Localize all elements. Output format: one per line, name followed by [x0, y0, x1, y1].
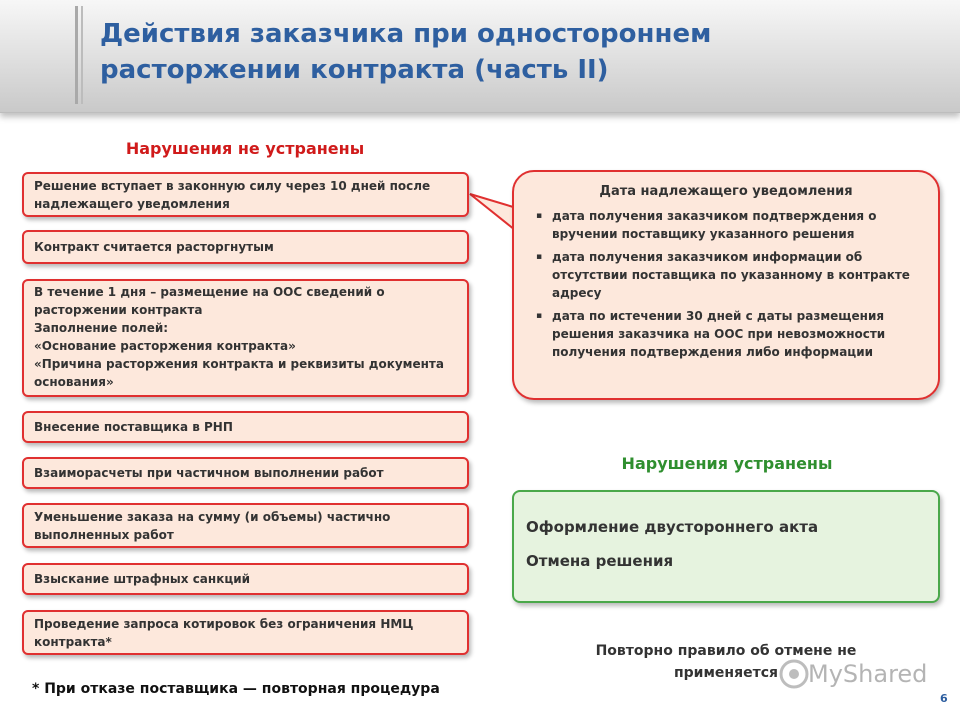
left-item-6-text: Уменьшение заказа на сумму (и объемы) частично выполненных работ — [34, 509, 391, 542]
resolved-actions-box — [512, 490, 940, 603]
repeat-rule-note: Повторно правило об отмене не применяется — [595, 643, 857, 681]
square-bullet-icon: ▪ — [536, 252, 543, 262]
left-item-3-text: В течение 1 дня – размещение на ООС сведений о расторжении контракта Заполнение полей: «Основание расторжения контракта» «Причина расторжения контракта и реквизиты документа основания» — [34, 285, 444, 389]
left-item-2 — [22, 230, 469, 264]
page-number: 6 — [940, 692, 948, 705]
callout-bullet — [536, 248, 916, 302]
callout-bullet — [536, 307, 916, 361]
left-item-4-text: Внесение поставщика в РНП — [34, 420, 233, 434]
left-item-1-text: Решение вступает в законную силу через 10 дней после надлежащего уведомления — [34, 178, 431, 211]
notification-date-callout — [512, 170, 940, 400]
left-item-2-text: Контракт считается расторгнутым — [34, 240, 274, 254]
page-title: Действия заказчика при одностороннем расторжении контракта (часть II) — [100, 19, 712, 85]
left-item-7 — [22, 563, 469, 595]
left-item-1 — [22, 172, 469, 217]
watermark-text: MyShared — [808, 660, 928, 688]
action-cancel-decision: Отмена решения — [526, 552, 674, 570]
action-bilateral-act: Оформление двустороннего акта — [526, 518, 819, 536]
left-section-heading: Нарушения не устранены — [125, 139, 365, 158]
left-item-6 — [22, 503, 469, 548]
left-item-8-text: Проведение запроса котировок без ограничения НМЦ контракта* — [34, 616, 414, 649]
callout-bullet-text: дата получения заказчиком информации об отсутствии поставщика по указанному в контракте адресу — [552, 250, 910, 300]
left-item-3 — [22, 279, 469, 397]
footnote: * При отказе поставщика — повторная процедура — [32, 681, 440, 697]
callout-bullet — [536, 207, 916, 243]
callout-bullet-list — [536, 207, 916, 361]
left-item-4 — [22, 411, 469, 443]
left-item-7-text: Взыскание штрафных санкций — [34, 572, 251, 586]
left-item-5 — [22, 457, 469, 489]
callout-bullet-text: дата получения заказчиком подтверждения о вручении поставщику указанного решения — [552, 209, 877, 241]
right-section-heading: Нарушения устранены — [621, 454, 833, 473]
left-item-5-text: Взаиморасчеты при частичном выполнении работ — [34, 466, 384, 480]
callout-bullet-text: дата по истечении 30 дней с даты размещения решения заказчика на ООС при невозможности получения подтверждения либо информации — [552, 309, 886, 359]
left-item-8 — [22, 610, 469, 655]
callout-title: Дата надлежащего уведомления — [599, 184, 853, 199]
square-bullet-icon: ▪ — [536, 211, 543, 221]
square-bullet-icon: ▪ — [536, 311, 543, 321]
